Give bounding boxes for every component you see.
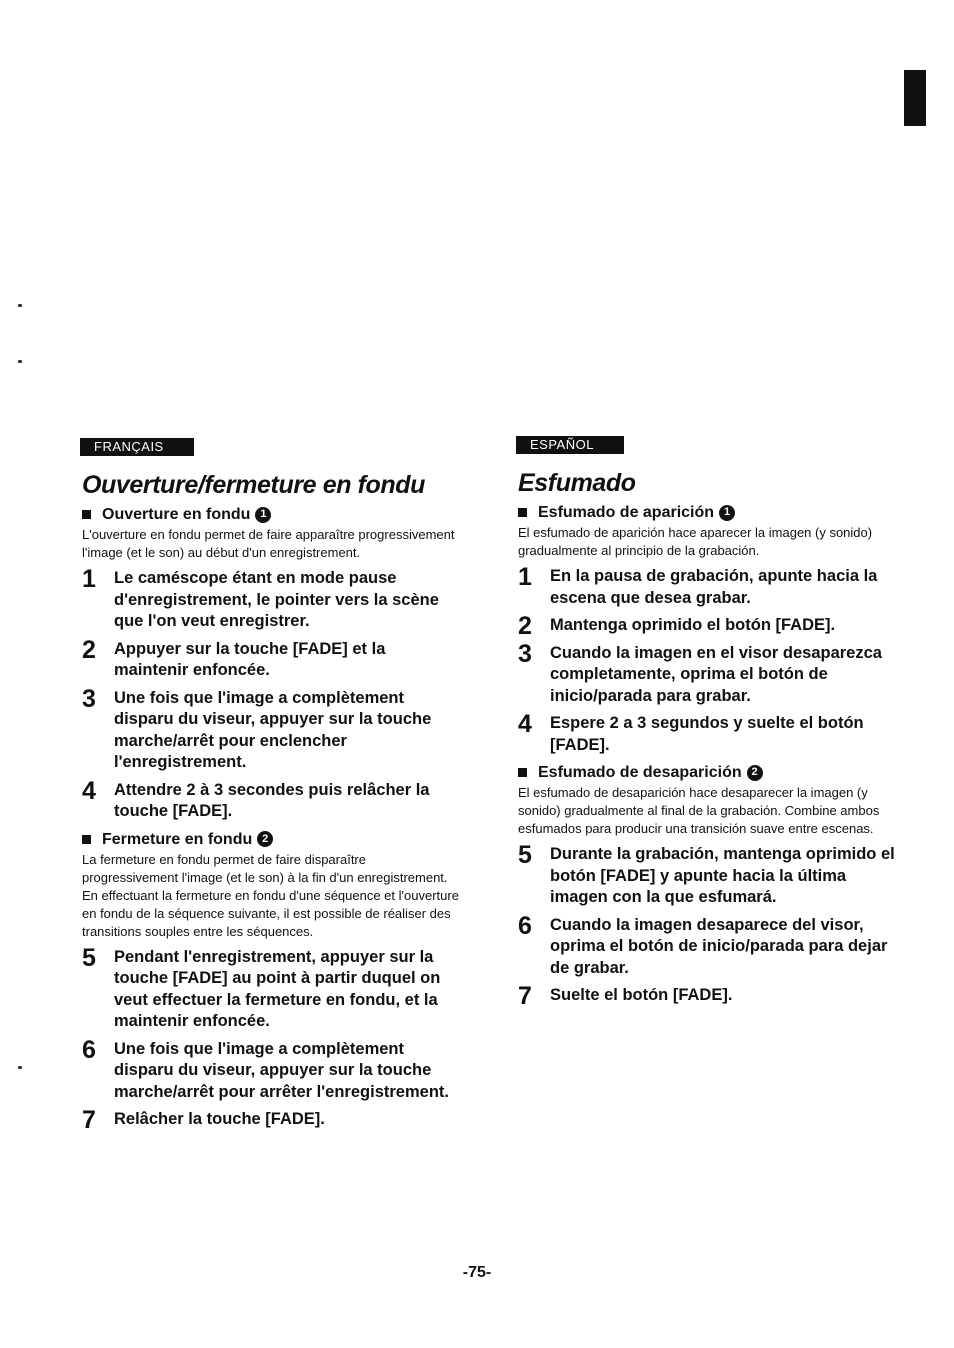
step-text: Relâcher la touche [FADE]. <box>114 1110 325 1128</box>
description: El esfumado de desaparición hace desaparecer la imagen (y sonido) gradualmente al final de la grabación. Combine ambos esfumados para producir una transición suave entre escenas. <box>518 785 880 836</box>
step-number: 4 <box>82 776 96 805</box>
heading-text: Ouverture en fondu <box>102 506 251 523</box>
step-text: Une fois que l'image a complètement disparu du viseur, appuyer sur la touche marche/arrêt pour arrêter l'enregistrement. <box>114 1039 449 1101</box>
step-item <box>516 639 906 708</box>
step-number: 5 <box>82 943 96 972</box>
step-text: Mantenga oprimido el botón [FADE]. <box>550 616 836 634</box>
step-text: Cuando la imagen en el visor desaparezca completamente, oprima el botón de inicio/parada para grabar. <box>550 643 882 705</box>
spanish-column <box>516 436 906 1013</box>
chapter-edge-marker <box>904 70 926 126</box>
description: La fermeture en fondu permet de faire disparaître progressivement l'image (et le son) à la fin d'un enregistrement. En effectuant la fermeture en fondu d'une séquence et l'ouverture en fondu de la séquence suivante, il est possible de réaliser des transitions souples entre les séquences. <box>82 851 459 939</box>
step-list <box>516 841 906 1010</box>
step-item <box>80 1106 460 1134</box>
subsection-heading-fade-in <box>518 502 906 523</box>
step-item <box>80 565 460 633</box>
step-number: 2 <box>518 612 532 640</box>
step-list <box>516 563 906 756</box>
step-number: 1 <box>518 563 532 591</box>
step-number: 7 <box>518 982 532 1010</box>
section-title: Ouverture/fermeture en fondu <box>82 471 426 499</box>
step-item <box>80 943 460 1033</box>
step-item <box>516 612 906 640</box>
description: L'ouverture en fondu permet de faire apparaître progressivement l'image (et le son) au début d'un enregistrement. <box>82 527 455 560</box>
step-text: Une fois que l'image a complètement disparu du viseur, appuyer sur la touche marche/arrêt pour enclencher l'enregistrement. <box>114 688 432 771</box>
step-number: 1 <box>82 565 96 593</box>
step-number: 6 <box>518 911 532 940</box>
step-text: Cuando la imagen desaparece del visor, oprima el botón de inicio/parada para dejar de grabar. <box>550 915 888 977</box>
circled-number-icon: 1 <box>719 505 735 521</box>
square-bullet-icon <box>82 510 91 519</box>
subsection-heading-fade-out <box>518 762 906 783</box>
step-item <box>80 635 460 682</box>
step-text: Appuyer sur la touche [FADE] et la maintenir enfoncée. <box>114 639 386 679</box>
scan-speck <box>18 1066 22 1069</box>
step-text: En la pausa de grabación, apunte hacia la escena que desea grabar. <box>550 567 878 607</box>
step-number: 6 <box>82 1035 96 1064</box>
circled-number-icon: 2 <box>747 765 763 781</box>
heading-text: Esfumado de aparición <box>538 504 715 521</box>
subsection-heading-fade-out <box>82 829 460 850</box>
heading-text: Fermeture en fondu <box>102 830 253 848</box>
circled-number-icon: 1 <box>255 507 271 523</box>
heading-text: Esfumado de desaparición <box>538 764 742 781</box>
square-bullet-icon <box>518 768 527 777</box>
scan-speck <box>18 304 22 307</box>
step-text: Durante la grabación, mantenga oprimido el botón [FADE] y apunte hacia la última imagen con la que esfumará. <box>550 845 895 906</box>
step-list <box>80 565 460 823</box>
step-number: 4 <box>518 710 532 738</box>
step-item <box>516 982 906 1010</box>
circled-number-icon: 2 <box>257 831 273 847</box>
step-item <box>80 684 460 774</box>
step-item <box>516 563 906 609</box>
step-number: 3 <box>518 639 532 668</box>
step-text: Suelte el botón [FADE]. <box>550 986 733 1004</box>
step-text: Attendre 2 à 3 secondes puis relâcher la touche [FADE]. <box>114 780 430 820</box>
step-number: 5 <box>518 841 532 869</box>
step-number: 2 <box>82 635 96 664</box>
subsection-heading-fade-in <box>82 504 460 525</box>
square-bullet-icon <box>82 835 91 844</box>
french-column <box>80 438 460 1137</box>
scan-speck <box>18 360 22 363</box>
section-title: Esfumado <box>518 469 636 497</box>
step-item <box>516 841 906 909</box>
step-item <box>80 776 460 823</box>
step-number: 7 <box>82 1106 96 1134</box>
description: El esfumado de aparición hace aparecer la imagen (y sonido) gradualmente al principio de la grabación. <box>518 525 873 558</box>
step-item <box>516 911 906 980</box>
step-text: Espere 2 a 3 segundos y suelte el botón [FADE]. <box>550 714 864 754</box>
language-tab-spanish: ESPAÑOL <box>516 436 624 454</box>
step-text: Le caméscope étant en mode pause d'enregistrement, le pointer vers la scène que l'on veut enregistrer. <box>114 569 439 630</box>
square-bullet-icon <box>518 508 527 517</box>
step-item <box>516 710 906 756</box>
step-text: Pendant l'enregistrement, appuyer sur la touche [FADE] au point à partir duquel on veut effectuer la fermeture en fondu, et la maintenir enfoncée. <box>114 947 441 1030</box>
page-number: -75- <box>462 1264 492 1281</box>
language-tab-french: FRANÇAIS <box>80 438 194 456</box>
step-item <box>80 1035 460 1104</box>
step-number: 3 <box>82 684 96 713</box>
step-list <box>80 943 460 1134</box>
